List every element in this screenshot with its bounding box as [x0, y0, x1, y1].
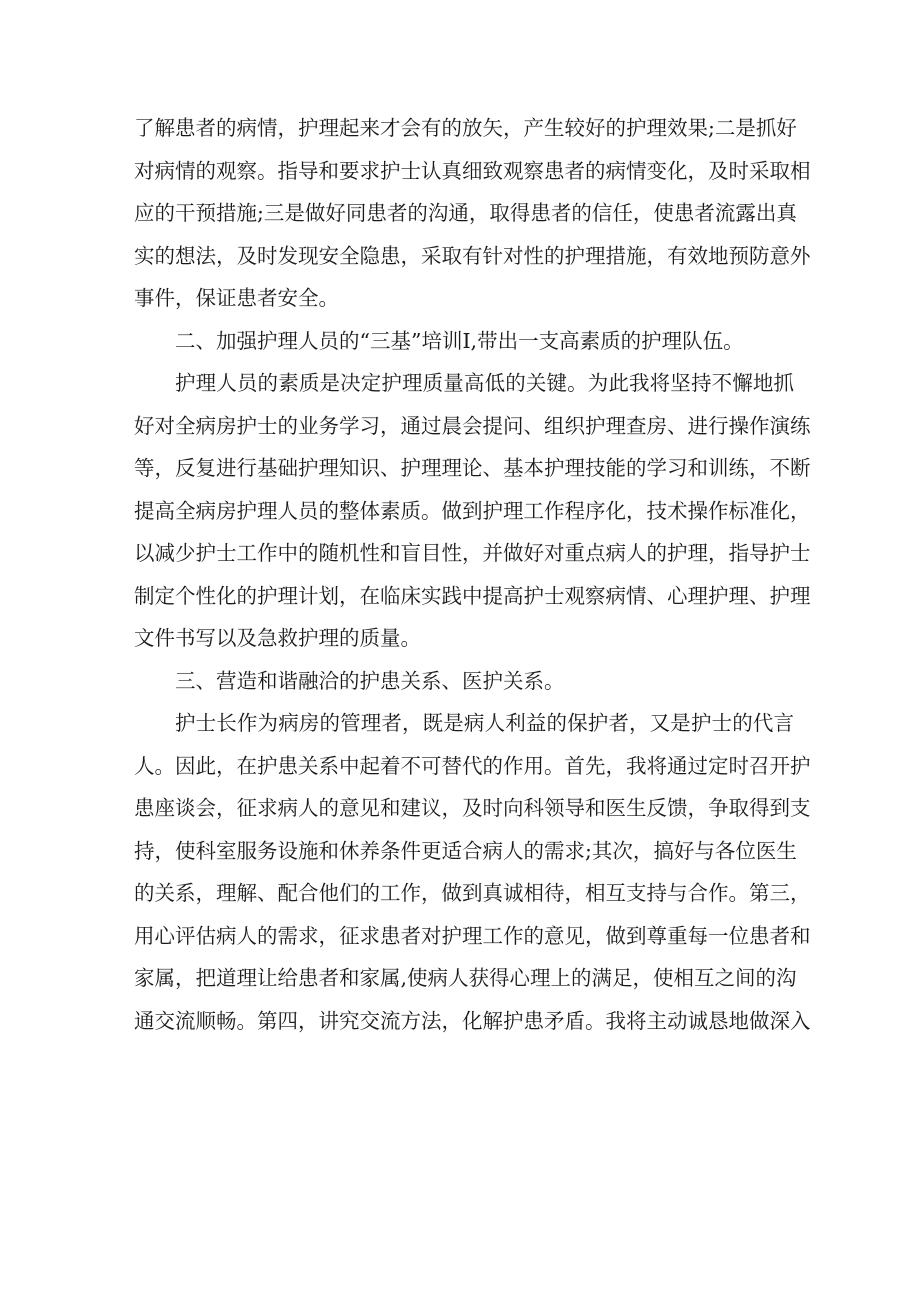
- paragraph-line: 以减少护士工作中的随机性和盲目性，并做好对重点病人的护理，指导护士: [134, 541, 811, 565]
- section-heading-2: 二、加强护理人员的“三基”培训I,带出一支高素质的护理队伍。: [175, 328, 744, 353]
- paragraph-line: 对病情的观察。指导和要求护士认真细致观察患者的病情变化，及时采取相: [134, 158, 811, 183]
- paragraph-line: 用心评估病人的需求，征求患者对护理工作的意见，做到尊重每一位患者和: [134, 923, 811, 948]
- paragraph-1: [134, 107, 811, 320]
- paragraph-2: [134, 362, 811, 660]
- paragraph-line: 制定个性化的护理计划，在临床实践中提高护士观察病情、心理护理、护理: [134, 583, 811, 608]
- paragraph-line: 家属，把道理让给患者和家属,使病人获得心理上的满足，使相互之间的沟: [134, 966, 797, 990]
- paragraph-line: 好对全病房护士的业务学习，通过晨会提问、组织护理查房、进行操作演练: [134, 413, 811, 438]
- paragraph-line: 文件书写以及急救护理的质量。: [134, 626, 421, 650]
- paragraph-3: [134, 702, 811, 1042]
- paragraph-line: 了解患者的病情，护理起来才会有的放矢，产生较好的护理效果;二是抓好: [134, 116, 797, 140]
- paragraph-line: 护士长作为病房的管理者，既是病人利益的保护者，又是护士的代言: [175, 711, 794, 735]
- paragraph-line: 持，使科室服务设施和休养条件更适合病人的需求;其次，搞好与各位医生: [134, 838, 797, 863]
- paragraph-line: 实的想法，及时发现安全隐患，采取有针对性的护理措施，有效地预防意外: [134, 243, 811, 268]
- paragraph-line: 等，反复进行基础护理知识、护理理论、基本护理技能的学习和训练，不断: [134, 456, 811, 480]
- paragraph-line: 护理人员的素质是决定护理质量高低的关键。为此我将坚持不懈地抓: [175, 371, 794, 395]
- paragraph-line: 应的干预措施;三是做好同患者的沟通，取得患者的信任，使患者流露出真: [134, 201, 797, 225]
- document-body: [134, 107, 811, 1042]
- paragraph-line: 提高全病房护理人员的整体素质。做到护理工作程序化，技术操作标准化，: [134, 498, 811, 523]
- section-heading-3: 三、营造和谐融洽的护患关系、医护关系。: [175, 668, 565, 693]
- paragraph-line: 患座谈会，征求病人的意见和建议，及时向科领导和医生反馈，争取得到支: [134, 796, 811, 820]
- paragraph-line: 通交流顺畅。第四，讲究交流方法，化解护患矛盾。我将主动诚恳地做深入: [134, 1008, 811, 1033]
- paragraph-line: 人。因此，在护患关系中起着不可替代的作用。首先，我将通过定时召开护: [134, 753, 811, 778]
- paragraph-line: 的关系，理解、配合他们的工作，做到真诚相待，相互支持与合作。第三，: [134, 881, 811, 905]
- paragraph-line: 事件，保证患者安全。: [134, 286, 339, 310]
